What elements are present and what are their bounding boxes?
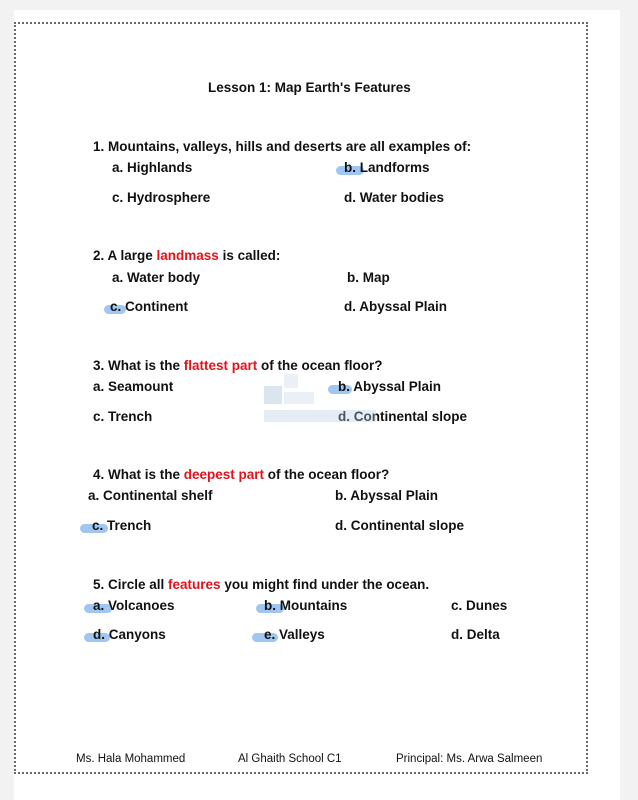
q5-option-f[interactable]: d. Delta [451, 627, 500, 642]
q3-option-a[interactable]: a. Seamount [93, 379, 174, 394]
q3-option-d[interactable]: d. Continental slope [338, 409, 468, 424]
q2-option-b[interactable]: b. Map [347, 270, 390, 285]
keyword-highlight: features [168, 577, 221, 592]
keyword-highlight: flattest part [183, 358, 258, 373]
keyword-highlight: deepest part [183, 467, 265, 482]
q1-option-a[interactable]: a. Highlands [112, 160, 193, 175]
q5-option-e[interactable]: e. Valleys [264, 627, 325, 642]
q2-option-d[interactable]: d. Abyssal Plain [344, 299, 448, 314]
keyword-highlight: landmass [156, 248, 219, 263]
q1-option-b[interactable]: b. Landforms [344, 160, 430, 175]
q3-option-b[interactable]: b. Abyssal Plain [338, 379, 442, 394]
q5-option-c[interactable]: c. Dunes [451, 598, 508, 613]
footer-teacher: Ms. Hala Mohammed [76, 753, 186, 765]
q4-option-b[interactable]: b. Abyssal Plain [335, 488, 439, 503]
q4-option-c[interactable]: c. Trench [92, 518, 152, 533]
question-3: 3. What is the flattest part of the ocean floor? [93, 358, 383, 373]
question-4: 4. What is the deepest part of the ocean floor? [93, 467, 390, 482]
footer-principal: Principal: Ms. Arwa Salmeen [396, 753, 543, 765]
worksheet-title: Lesson 1: Map Earth's Features [208, 80, 411, 95]
footer-school: Al Ghaith School C1 [238, 753, 342, 765]
q2-option-c[interactable]: c. Continent [110, 299, 188, 314]
q5-option-d[interactable]: d. Canyons [93, 627, 166, 642]
q4-option-a[interactable]: a. Continental shelf [88, 488, 213, 503]
q5-option-a[interactable]: a. Volcanoes [93, 598, 175, 613]
question-1: 1. Mountains, valleys, hills and deserts are all examples of: [93, 139, 472, 154]
question-5: 5. Circle all features you might find under the ocean. [93, 577, 430, 592]
q5-option-b[interactable]: b. Mountains [264, 598, 348, 613]
watermark-logo [262, 372, 378, 428]
q3-option-c[interactable]: c. Trench [93, 409, 153, 424]
q1-option-d[interactable]: d. Water bodies [344, 190, 445, 205]
q2-option-a[interactable]: a. Water body [112, 270, 201, 285]
q4-option-d[interactable]: d. Continental slope [335, 518, 465, 533]
q1-option-c[interactable]: c. Hydrosphere [112, 190, 211, 205]
question-2: 2. A large landmass is called: [93, 248, 281, 263]
